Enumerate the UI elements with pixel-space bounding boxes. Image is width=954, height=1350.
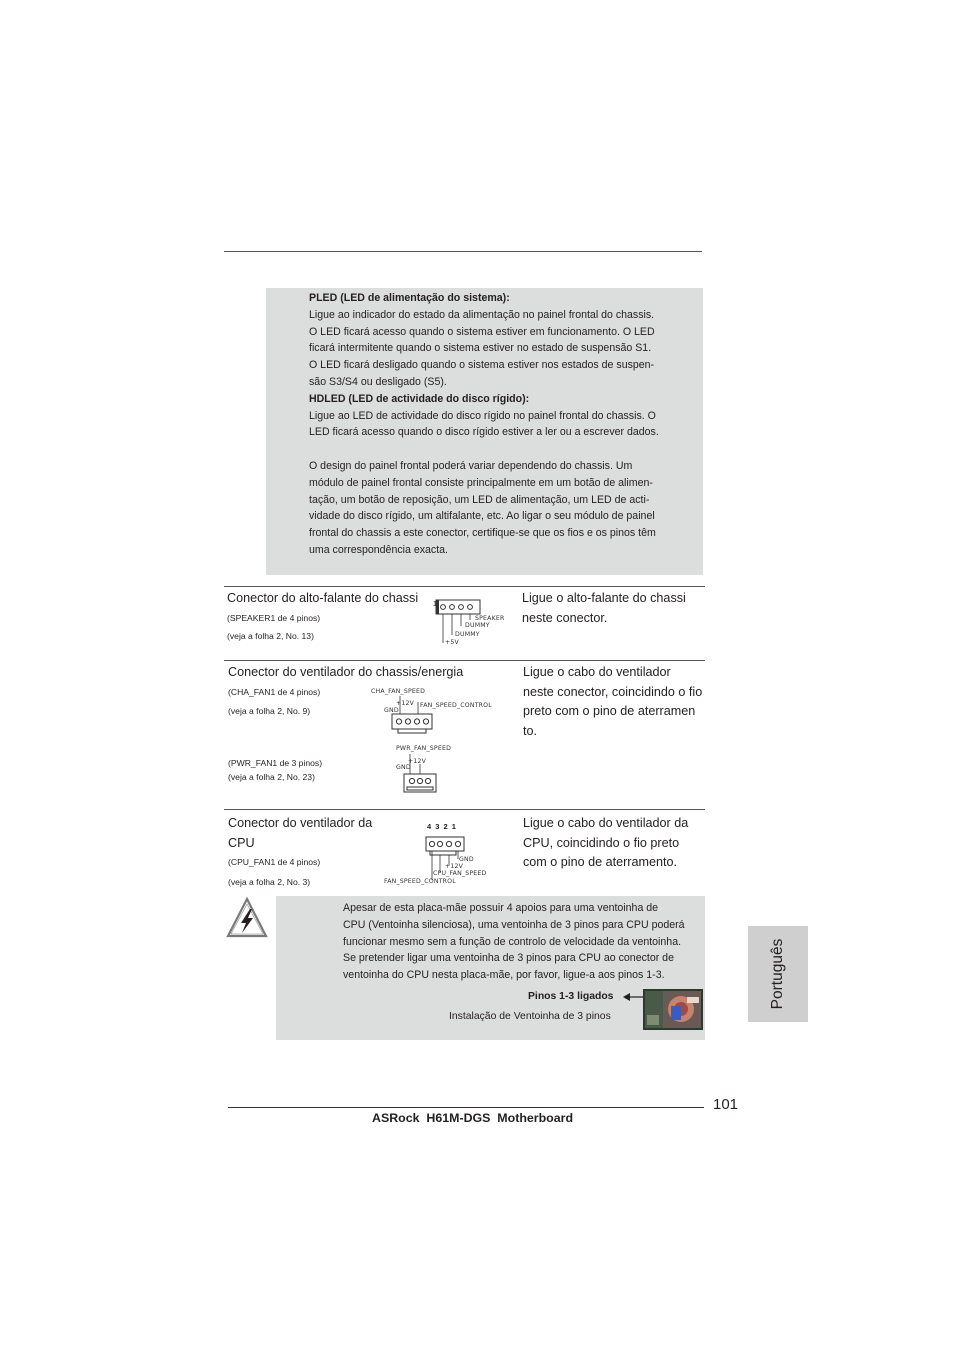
warning-line: CPU (Ventoinha silenciosa), uma ventoinha de 3 pinos para CPU poderá: [343, 918, 685, 931]
design-line: O design do painel frontal poderá variar dependendo do chassis. Um: [309, 459, 633, 472]
cpu-fan-desc-line: com o pino de aterramento.: [523, 855, 678, 869]
speaker-description: [522, 589, 686, 628]
cpu-fan-sheet-ref: (veja a folha 2, No. 3): [228, 877, 311, 887]
front-panel-note: [309, 290, 701, 559]
cpu-fan-pin-label: +12V: [445, 863, 464, 870]
cha-fan-pin-label: GND: [384, 707, 399, 714]
speaker-sheet-ref: (veja a folha 2, No. 13): [227, 631, 314, 641]
pins-connected-label: Pinos 1-3 ligados: [528, 991, 614, 1002]
top-rule: [224, 251, 702, 252]
warning-line: funcionar mesmo sem a função de controlo de velocidade da ventoinha.: [343, 935, 682, 948]
cha-fan-connector-diagram: [380, 694, 440, 738]
cha-fan-pins-note: (CHA_FAN1 de 4 pinos): [228, 687, 321, 697]
cpu-fan-desc-line: Ligue o cabo do ventilador da: [523, 816, 689, 830]
cpu-fan-description: [523, 814, 688, 873]
speaker-pin-label: +5V: [445, 639, 459, 646]
chassis-fan-desc-line: preto com o pino de aterramen: [523, 704, 696, 718]
cha-fan-sheet-ref: (veja a folha 2, No. 9): [228, 706, 311, 716]
fan-install-photo: [643, 989, 703, 1030]
cpu-fan-desc-line: CPU, coincidindo o fio preto: [523, 835, 680, 850]
warning-icon: [226, 896, 268, 940]
design-line: uma correspondência exacta.: [309, 543, 448, 556]
section-rule: [224, 586, 705, 587]
arrow-left-icon: [622, 991, 644, 1003]
speaker-pin1-label: 1: [433, 601, 437, 608]
pled-line: Ligue ao indicador do estado da alimentação no painel frontal do chassis.: [309, 308, 655, 321]
speaker-desc-line: Ligue o alto-falante do chassi: [522, 591, 686, 605]
chassis-fan-desc-line: neste conector, coincidindo o fio: [523, 684, 703, 699]
hdled-line: Ligue ao LED de actividade do disco rígido no painel frontal do chassis. O: [309, 409, 656, 422]
section-rule: [224, 809, 705, 810]
chassis-fan-title: Conector do ventilador do chassis/energia: [228, 665, 464, 679]
speaker-pin-label: DUMMY: [465, 622, 490, 629]
pled-line: O LED ficará acesso quando o sistema estiver em funcionamento. O LED: [309, 325, 655, 338]
cha-fan-pin-label: CHA_FAN_SPEED: [371, 688, 426, 695]
pwr-fan-pin-label: PWR_FAN_SPEED: [396, 745, 452, 752]
cpu-fan-pins-note: (CPU_FAN1 de 4 pinos): [228, 857, 321, 867]
cha-fan-pin-label: +12V: [396, 700, 415, 707]
pled-line: O LED ficará desligado quando o sistema estiver nos estados de suspen-: [309, 359, 655, 372]
pled-title: PLED (LED de alimentação do sistema):: [309, 292, 510, 304]
speaker-title: Conector do alto-falante do chassi: [227, 591, 419, 605]
page-number: 101: [713, 1096, 739, 1113]
chassis-fan-desc-line: to.: [523, 723, 538, 738]
pled-line: ficará intermitente quando o sistema estiver no estado de suspensão S1.: [309, 342, 652, 355]
pwr-fan-connector-diagram: [398, 752, 440, 796]
warning-text: [343, 900, 708, 984]
pwr-fan-pin-label: +12V: [408, 758, 427, 765]
language-tab-label: Português: [769, 938, 786, 1010]
cpu-fan-pin-numbers: 4 3 2 1: [427, 822, 457, 831]
cpu-fan-title: [228, 814, 372, 853]
footer-rule: [228, 1107, 704, 1108]
design-line: vidade do disco rígido, um altifalante, etc. Ao ligar o seu módulo de painel: [309, 510, 655, 523]
section-rule: [224, 660, 705, 661]
pwr-fan-sheet-ref: (veja a folha 2, No. 23): [228, 772, 315, 782]
chassis-fan-description: [523, 663, 702, 741]
design-line: tação, um botão de reposição, um LED de alimentação, um LED de acti-: [309, 493, 650, 506]
pled-line: são S3/S4 ou desligado (S5).: [309, 375, 447, 388]
speaker-pin-label: DUMMY: [455, 631, 480, 638]
warning-line: Apesar de esta placa-mãe possuir 4 apoios para uma ventoinha de: [343, 902, 659, 914]
pwr-fan-pins-note: (PWR_FAN1 de 3 pinos): [228, 758, 323, 768]
hdled-line: LED ficará acesso quando o disco rígido estiver a ler ou a escrever dados.: [309, 426, 659, 439]
cpu-fan-pin-label: GND: [459, 856, 474, 863]
speaker-pin-label: SPEAKER: [475, 615, 505, 622]
speaker-desc-line: neste conector.: [522, 610, 608, 625]
chassis-fan-desc-line: Ligue o cabo do ventilador: [523, 665, 671, 679]
speaker-pins-note: (SPEAKER1 de 4 pinos): [227, 613, 321, 623]
warning-line: Se pretender ligar uma ventoinha de 3 pinos para CPU ao conector de: [343, 952, 674, 965]
cha-fan-pin-label: FAN_SPEED_CONTROL: [420, 702, 492, 709]
warning-line: ventoinha do CPU nesta placa-mãe, por favor, ligue-a aos pinos 1-3.: [343, 969, 665, 982]
hdled-title: HDLED (LED de actividade do disco rígido):: [309, 392, 530, 405]
cpu-fan-pin-label: CPU_FAN_SPEED: [433, 870, 487, 877]
design-line: módulo de painel frontal consiste principalmente em um botão de alimen-: [309, 476, 653, 489]
cpu-fan-title-line: Conector do ventilador da: [228, 816, 373, 830]
fan-install-label: Instalação de Ventoinha de 3 pinos: [449, 1011, 611, 1022]
cpu-fan-pin-label: FAN_SPEED_CONTROL: [384, 878, 456, 885]
design-line: frontal do chassis a este conector, certifique-se que os fios e os pinos têm: [309, 527, 656, 540]
pwr-fan-pin-label: GND: [396, 764, 411, 771]
product-name: ASRock H61M-DGS Motherboard: [372, 1111, 574, 1125]
language-tab: [748, 926, 808, 1022]
cpu-fan-title-line: CPU: [228, 835, 255, 850]
